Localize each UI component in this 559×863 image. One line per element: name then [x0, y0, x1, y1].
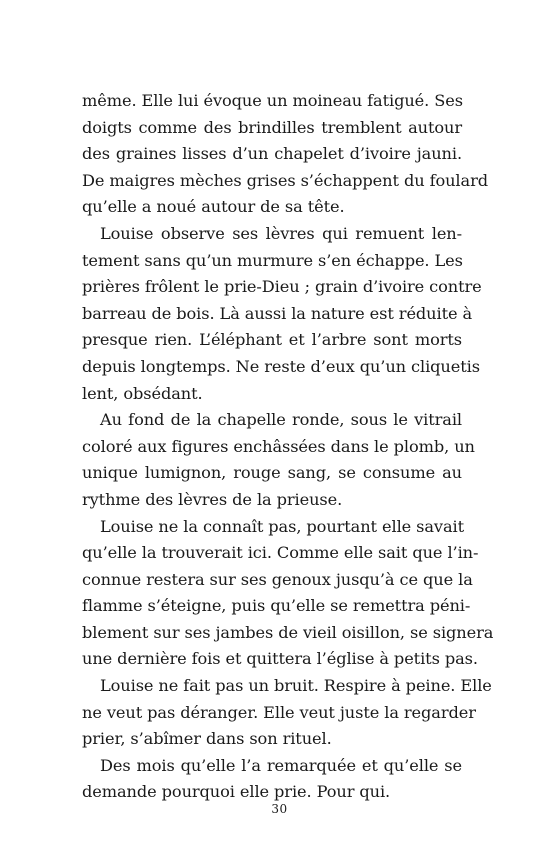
text-line: Louise ne la connaît pas, pourtant elle savait — [100, 516, 465, 536]
text-line: Louise ne fait pas un bruit. Respire à peine. Elle — [100, 676, 492, 696]
text-line: unique lumignon, rouge sang, se consume au — [82, 463, 462, 483]
text-line: coloré aux figures enchâssées dans le plomb, un — [82, 436, 475, 456]
text-line: demande pourquoi elle prie. Pour qui. — [82, 782, 391, 802]
text-line: connue restera sur ses genoux jusqu’à ce que la — [82, 569, 473, 589]
text-line: prier, s’abîmer dans son rituel. — [82, 729, 332, 749]
text-line: rythme des lèvres de la prieuse. — [82, 489, 343, 509]
text-line: flamme s’éteigne, puis qu’elle se remettra péni- — [82, 596, 471, 616]
text-line: barreau de bois. Là aussi la nature est réduite à — [82, 303, 473, 323]
text-line: tement sans qu’un murmure s’en échappe. Les — [82, 250, 463, 270]
text-line: qu’elle a noué autour de sa tête. — [82, 197, 345, 217]
text-line: De maigres mèches grises s’échappent du foulard — [82, 170, 488, 190]
text-line: Au fond de la chapelle ronde, sous le vitrail — [100, 410, 462, 430]
text-line: Des mois qu’elle l’a remarquée et qu’elle se — [100, 755, 462, 775]
text-line: même. Elle lui évoque un moineau fatigué. Ses — [82, 91, 463, 110]
text-line: depuis longtemps. Ne reste d’eux qu’un cliquetis — [82, 356, 480, 376]
body-text — [82, 88, 494, 806]
text-line: prières frôlent le prie-Dieu ; grain d’ivoire contre — [82, 277, 482, 297]
text-line: qu’elle la trouverait ici. Comme elle sait que l’in- — [82, 543, 479, 563]
text-line: blement sur ses jambes de vieil oisillon, se signera — [82, 622, 494, 642]
text-line: doigts comme des brindilles tremblent autour — [82, 117, 462, 137]
text-line: une dernière fois et quittera l’église à petits pas. — [82, 649, 478, 669]
page-number: 30 — [271, 802, 288, 816]
text-line: presque rien. L’éléphant et l’arbre sont morts — [82, 330, 462, 350]
text-line: des graines lisses d’un chapelet d’ivoire jauni. — [82, 144, 462, 164]
text-line: Louise observe ses lèvres qui remuent len- — [100, 223, 462, 243]
text-line: lent, obsédant. — [82, 383, 203, 403]
text-line: ne veut pas déranger. Elle veut juste la regarder — [82, 702, 476, 722]
